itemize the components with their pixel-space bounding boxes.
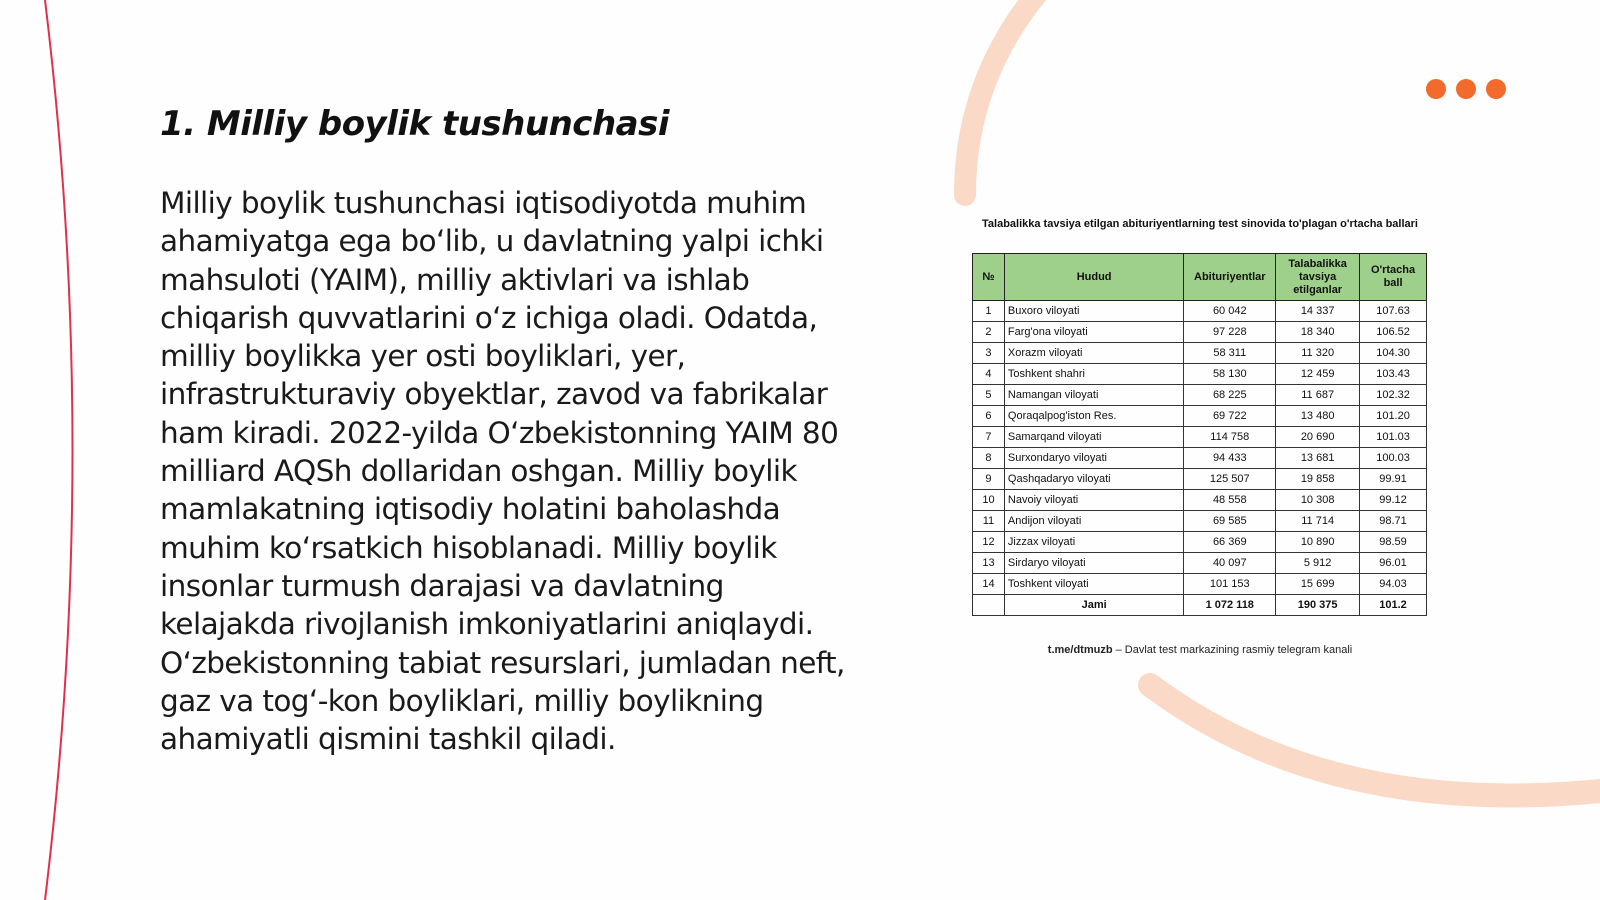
- cell-recommended: 13 681: [1276, 448, 1360, 469]
- cell-number: 13: [973, 553, 1005, 574]
- cell-applicants: 58 311: [1184, 343, 1276, 364]
- slide-title: 1. Milliy boylik tushunchasi: [160, 104, 669, 144]
- cell-region: Surxondaryo viloyati: [1004, 448, 1183, 469]
- left-curve-line: [45, 0, 73, 900]
- cell-region: Buxoro viloyati: [1004, 301, 1183, 322]
- cell-applicants: 94 433: [1184, 448, 1276, 469]
- table-row: [973, 574, 1427, 595]
- cell-number: 1: [973, 301, 1005, 322]
- orange-dot: [1456, 79, 1476, 99]
- cell-applicants: 48 558: [1184, 490, 1276, 511]
- cell-applicants: 66 369: [1184, 532, 1276, 553]
- header-average-score: O'rtacha ball: [1360, 254, 1427, 301]
- table-row: [973, 553, 1427, 574]
- cell-recommended: 10 890: [1276, 532, 1360, 553]
- cell-recommended: 20 690: [1276, 427, 1360, 448]
- cell-applicants: 114 758: [1184, 427, 1276, 448]
- cell-total-label: Jami: [1004, 595, 1183, 616]
- cell-recommended: 11 714: [1276, 511, 1360, 532]
- cell-average: 103.43: [1360, 364, 1427, 385]
- cell-average: 104.30: [1360, 343, 1427, 364]
- cell-region: Jizzax viloyati: [1004, 532, 1183, 553]
- cell-total-applicants: 1 072 118: [1184, 595, 1276, 616]
- table-row: [973, 364, 1427, 385]
- cell-recommended: 19 858: [1276, 469, 1360, 490]
- cell-number: 6: [973, 406, 1005, 427]
- cell-region: Qoraqalpog'iston Res.: [1004, 406, 1183, 427]
- orange-dot: [1486, 79, 1506, 99]
- cell-recommended: 5 912: [1276, 553, 1360, 574]
- table-row: [973, 490, 1427, 511]
- table-source-note: [970, 644, 1430, 656]
- header-region: Hudud: [1004, 254, 1183, 301]
- cell-average: 101.20: [1360, 406, 1427, 427]
- table-total-row: [973, 595, 1427, 616]
- cell-recommended: 14 337: [1276, 301, 1360, 322]
- orange-dot: [1426, 79, 1446, 99]
- table-row: [973, 469, 1427, 490]
- cell-region: Qashqadaryo viloyati: [1004, 469, 1183, 490]
- cell-average: 102.32: [1360, 385, 1427, 406]
- cell-region: Toshkent viloyati: [1004, 574, 1183, 595]
- cell-number: 7: [973, 427, 1005, 448]
- table-caption: Talabalikka tavsiya etilgan abituriyentlarning test sinovida to'plagan o'rtacha ballari: [982, 218, 1418, 230]
- cell-total-recommended: 190 375: [1276, 595, 1360, 616]
- cell-number: 5: [973, 385, 1005, 406]
- cell-number: [973, 595, 1005, 616]
- cell-region: Navoiy viloyati: [1004, 490, 1183, 511]
- cell-applicants: 60 042: [1184, 301, 1276, 322]
- header-applicants: Abituriyentlar: [1184, 254, 1276, 301]
- table-row: [973, 532, 1427, 553]
- cell-applicants: 125 507: [1184, 469, 1276, 490]
- cell-number: 11: [973, 511, 1005, 532]
- cell-number: 14: [973, 574, 1005, 595]
- cell-recommended: 12 459: [1276, 364, 1360, 385]
- header-recommended: Talabalikka tavsiya etilganlar: [1276, 254, 1360, 301]
- cell-average: 101.03: [1360, 427, 1427, 448]
- cell-applicants: 68 225: [1184, 385, 1276, 406]
- cell-average: 107.63: [1360, 301, 1427, 322]
- table-row: [973, 427, 1427, 448]
- header-number: №: [973, 254, 1005, 301]
- bottom-arc: [1150, 685, 1600, 795]
- cell-average: 98.59: [1360, 532, 1427, 553]
- cell-recommended: 15 699: [1276, 574, 1360, 595]
- cell-applicants: 40 097: [1184, 553, 1276, 574]
- table-row: [973, 406, 1427, 427]
- cell-applicants: 58 130: [1184, 364, 1276, 385]
- cell-region: Namangan viloyati: [1004, 385, 1183, 406]
- table-row: [973, 448, 1427, 469]
- cell-number: 10: [973, 490, 1005, 511]
- cell-average: 98.71: [1360, 511, 1427, 532]
- cell-region: Xorazm viloyati: [1004, 343, 1183, 364]
- cell-region: Toshkent shahri: [1004, 364, 1183, 385]
- cell-recommended: 11 320: [1276, 343, 1360, 364]
- cell-number: 4: [973, 364, 1005, 385]
- cell-recommended: 10 308: [1276, 490, 1360, 511]
- cell-average: 94.03: [1360, 574, 1427, 595]
- telegram-link[interactable]: t.me/dtmuzb: [1047, 644, 1113, 656]
- cell-region: Andijon viloyati: [1004, 511, 1183, 532]
- table-row: [973, 343, 1427, 364]
- cell-region: Farg'ona viloyati: [1004, 322, 1183, 343]
- table-row: [973, 322, 1427, 343]
- cell-applicants: 97 228: [1184, 322, 1276, 343]
- cell-average: 99.91: [1360, 469, 1427, 490]
- cell-recommended: 18 340: [1276, 322, 1360, 343]
- cell-number: 8: [973, 448, 1005, 469]
- cell-region: Samarqand viloyati: [1004, 427, 1183, 448]
- cell-number: 12: [973, 532, 1005, 553]
- cell-region: Sirdaryo viloyati: [1004, 553, 1183, 574]
- cell-number: 9: [973, 469, 1005, 490]
- cell-recommended: 13 480: [1276, 406, 1360, 427]
- cell-average: 100.03: [1360, 448, 1427, 469]
- table-row: [973, 385, 1427, 406]
- cell-total-average: 101.2: [1360, 595, 1427, 616]
- cell-average: 96.01: [1360, 553, 1427, 574]
- scores-table: [972, 253, 1427, 616]
- decorative-dots: [1426, 79, 1506, 99]
- cell-number: 3: [973, 343, 1005, 364]
- cell-average: 106.52: [1360, 322, 1427, 343]
- slide-body-text: Milliy boylik tushunchasi iqtisodiyotda muhim ahamiyatga ega bo‘lib, u davlatning yalpi ichki mahsuloti (YAIM), milliy aktivlari va ishlab chiqarish quvvatlarini o‘z ichiga oladi. Odatda, milliy boylikka yer osti boyliklari, yer, infrastrukturaviy obyektlar, zavod va fabrikalar ham kiradi. 2022-yilda O‘zbekistonning YAIM 80 milliard AQSh dollaridan oshgan. Milliy boylik mamlakatning iqtisodiy holatini baholashda muhim ko‘rsatkich hisoblanadi. Milliy boylik insonlar turmush darajasi va davlatning kelajakda rivojlanish imkoniyatlarini aniqlaydi. O‘zbekistonning tabiat resurslari, jumladan neft, gaz va tog‘-kon boyliklari, milliy boylikning ahamiyatli qismini tashkil qiladi.: [160, 186, 845, 757]
- cell-recommended: 11 687: [1276, 385, 1360, 406]
- cell-number: 2: [973, 322, 1005, 343]
- top-arc: [965, 0, 1040, 195]
- cell-applicants: 69 585: [1184, 511, 1276, 532]
- table-row: [973, 511, 1427, 532]
- cell-applicants: 101 153: [1184, 574, 1276, 595]
- cell-applicants: 69 722: [1184, 406, 1276, 427]
- cell-average: 99.12: [1360, 490, 1427, 511]
- table-header-row: [973, 254, 1427, 301]
- source-description: – Davlat test markazining rasmiy telegram kanali: [1112, 644, 1353, 656]
- table-row: [973, 301, 1427, 322]
